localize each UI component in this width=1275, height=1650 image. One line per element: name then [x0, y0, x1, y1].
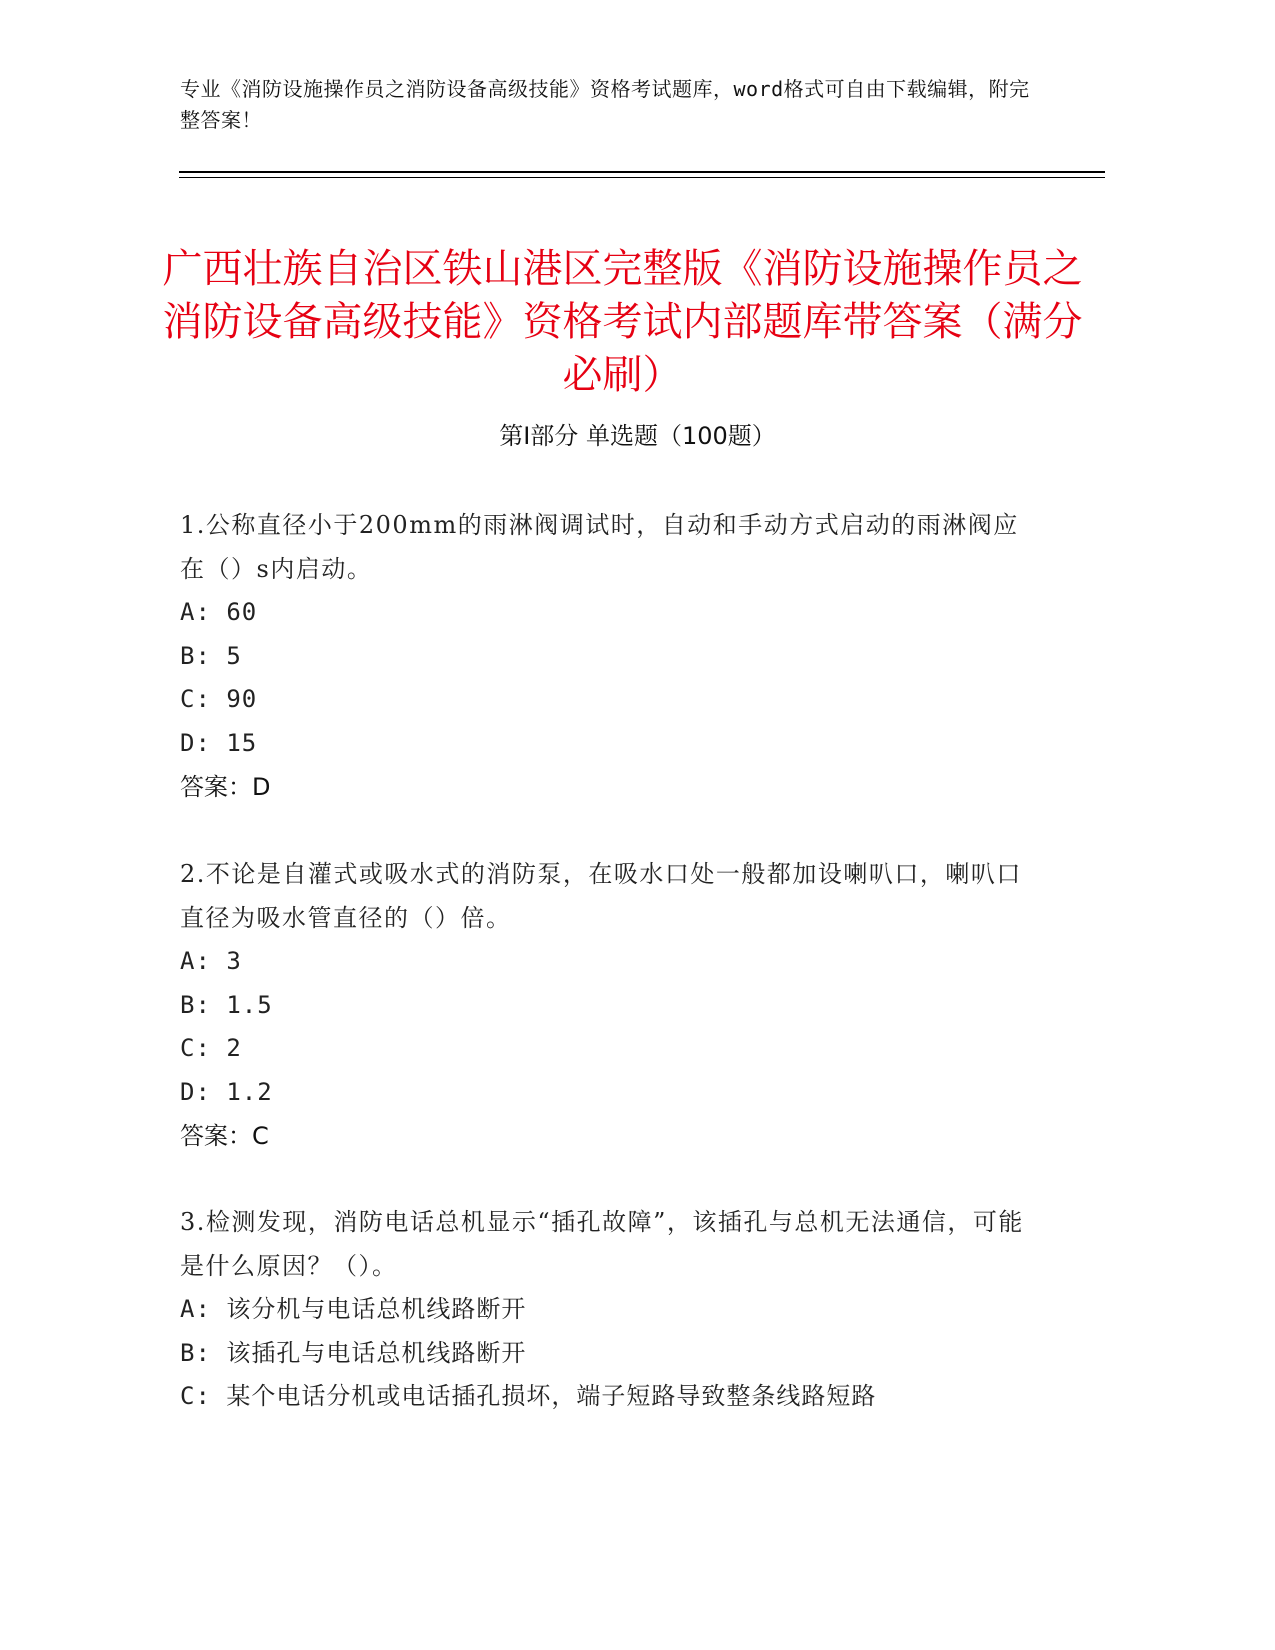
answer-line: 答案：D [180, 773, 271, 802]
option-b: B: 5 [180, 641, 242, 670]
header-note: 专业《消防设施操作员之消防设备高级技能》资格考试题库，word格式可自由下载编辑，附完整答案！ [180, 77, 1030, 132]
option-d: D: 15 [180, 728, 258, 757]
option-c: C: 2 [180, 1034, 242, 1063]
option-a: A: 3 [180, 947, 242, 975]
option-b: B: 1.5 [180, 990, 273, 1019]
option-d: D: 1.2 [180, 1077, 273, 1106]
answer-line: 答案：C [180, 1122, 269, 1151]
question-item [180, 503, 1040, 809]
header-divider-thick [179, 171, 1105, 173]
question-stem: 3.检测发现，消防电话总机显示“插孔故障”，该插孔与总机无法通信，可能是什么原因？（）。 [180, 1208, 1024, 1280]
section-title: 第Ⅰ部分 单选题（100题） [499, 422, 776, 450]
option-c: C: 90 [180, 685, 258, 714]
document-title: 广西壮族自治区铁山港区完整版《消防设施操作员之消防设备高级技能》资格考试内部题库带答案（满分必刷） [162, 245, 1083, 398]
question-stem: 2.不论是自灌式或吸水式的消防泵，在吸水口处一般都加设喇叭口，喇叭口直径为吸水管直径的（）倍。 [180, 860, 1022, 932]
option-a: A: 该分机与电话总机线路断开 [180, 1295, 527, 1323]
option-b: B: 该插孔与电话总机线路断开 [180, 1338, 527, 1367]
option-c: C: 某个电话分机或电话插孔损坏，端子短路导致整条线路短路 [180, 1382, 877, 1411]
question-stem: 1.公称直径小于200mm的雨淋阀调试时，自动和手动方式启动的雨淋阀应在（）s内启动。 [180, 511, 1019, 583]
question-item [180, 1200, 1040, 1419]
header-divider-thin [179, 177, 1105, 178]
question-item [180, 852, 1040, 1158]
option-a: A: 60 [180, 598, 258, 626]
